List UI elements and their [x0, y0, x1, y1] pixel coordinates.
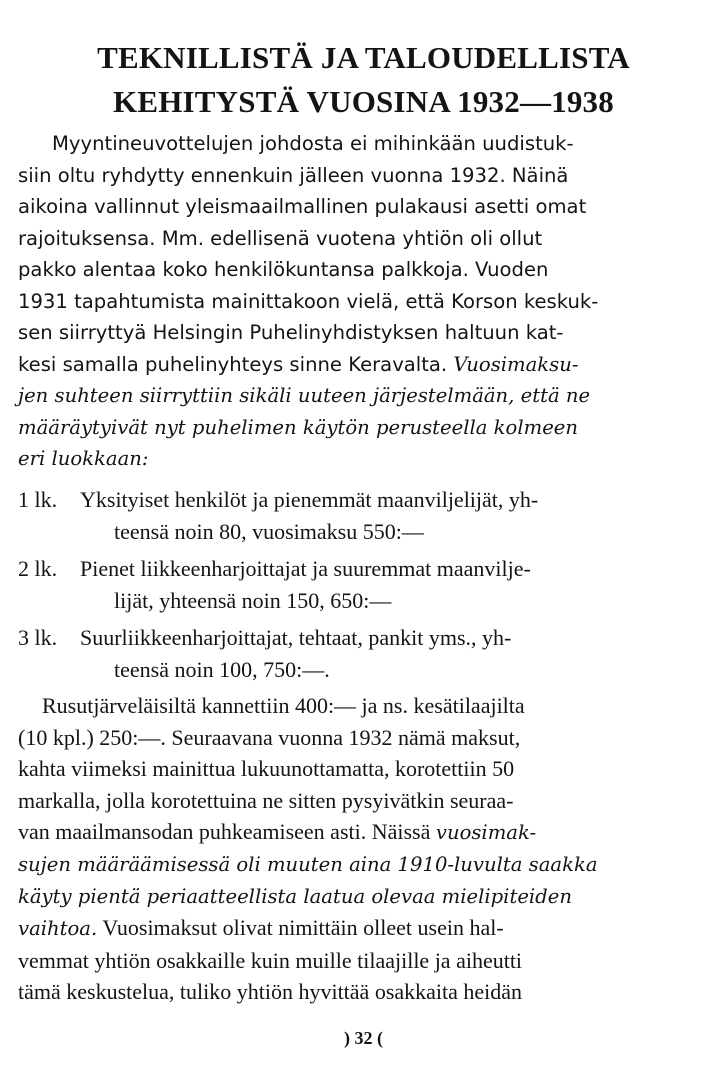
text-segment: van maailmansodan puhkeamiseen asti. Näissä: [18, 819, 436, 845]
text-line: siin oltu ryhdytty ennenkuin jälleen vuonna 1932. Näinä: [18, 163, 569, 187]
class-number: 1 lk.: [18, 487, 58, 512]
list-item-class-2: [18, 553, 702, 616]
text-line: [0, 349, 702, 381]
subscription-class-list: [18, 484, 702, 691]
text-line: Rusutjärveläisiltä kannettiin 400:— ja ns. kesätilaajilta: [42, 693, 525, 718]
text-line: pakko alentaa koko henkilökuntansa palkkoja. Vuoden: [18, 258, 549, 281]
paragraph-fees: [18, 690, 702, 1008]
text-line: [18, 816, 702, 849]
class-description-line: Pienet liikkeenharjoittajat ja suuremmat maanvilje-: [80, 556, 531, 581]
italic-line: määräytyivät nyt puhelimen käytön perusteella kolmeen: [18, 415, 579, 439]
text-line: markalla, jolla korotettuina ne sitten pysyivätkin seuraa-: [18, 787, 514, 813]
text-segment: kesi samalla puhelinyhteys sinne Keravalta.: [18, 352, 454, 376]
italic-line: eri luokkaan:: [18, 447, 149, 470]
text-segment: Vuosimaksut olivat nimittäin olleet usein hal-: [97, 915, 504, 941]
italic-line: jen suhteen siirryttiin sikäli uuteen järjestelmään, että ne: [18, 384, 591, 407]
class-number: 3 lk.: [18, 625, 58, 650]
text-line: (10 kpl.) 250:—. Seuraavana vuonna 1932 nämä maksut,: [18, 724, 521, 750]
class-number: 2 lk.: [18, 556, 58, 581]
class-description-line: lijät, yhteensä noin 150, 650:—: [114, 587, 392, 613]
class-description-line: Suurliikkeenharjoittajat, tehtaat, pankit yms., yh-: [80, 625, 512, 650]
italic-line: sujen määräämisessä oli muuten aina 1910-luvulta saakka: [18, 852, 598, 876]
page-title: [0, 36, 727, 124]
paragraph-intro: [18, 128, 702, 475]
text-line: aikoina vallinnut yleismaailmallinen pulakausi asetti omat: [18, 195, 587, 218]
text-line: [18, 912, 702, 945]
text-line: sen siirryttyä Helsingin Puhelinyhdistyksen haltuun kat-: [18, 321, 564, 344]
list-item-class-1: [18, 484, 702, 547]
italic-segment: vuosimak-: [435, 821, 537, 845]
text-line: Myyntineuvottelujen johdosta ei mihinkään uudistuk-: [52, 132, 574, 155]
class-description-line: teensä noin 100, 750:—.: [114, 656, 330, 682]
italic-segment: vaihtoa.: [18, 917, 98, 941]
title-line-1: TEKNILLISTÄ JA TALOUDELLISTA: [97, 40, 630, 75]
text-line: kahta viimeksi mainittua lukuunottamatta, korotettiin 50: [18, 756, 515, 782]
italic-line: käyty pientä periaatteellista laatua olevaa mielipiteiden: [18, 884, 572, 908]
text-line: 1931 tapahtumista mainittakoon vielä, että Korson keskuk-: [18, 289, 599, 313]
text-line: tämä keskustelua, tuliko yhtiön hyvittää osakkaita heidän: [18, 979, 523, 1005]
text-line: rajoituksensa. Mm. edellisenä vuotena yhtiön oli ollut: [18, 226, 543, 250]
page-number: ) 32 (: [344, 1028, 383, 1048]
class-description-line: Yksityiset henkilöt ja pienemmät maanviljelijät, yh-: [80, 487, 539, 512]
list-item-class-3: [18, 622, 702, 685]
class-description-line: teensä noin 80, vuosimaksu 550:—: [114, 518, 424, 544]
text-line: vemmat yhtiön osakkaille kuin muille tilaajille ja aiheutti: [18, 947, 523, 973]
title-line-2: KEHITYSTÄ VUOSINA 1932—1938: [113, 84, 614, 119]
italic-segment: Vuosimaksu-: [453, 352, 579, 376]
